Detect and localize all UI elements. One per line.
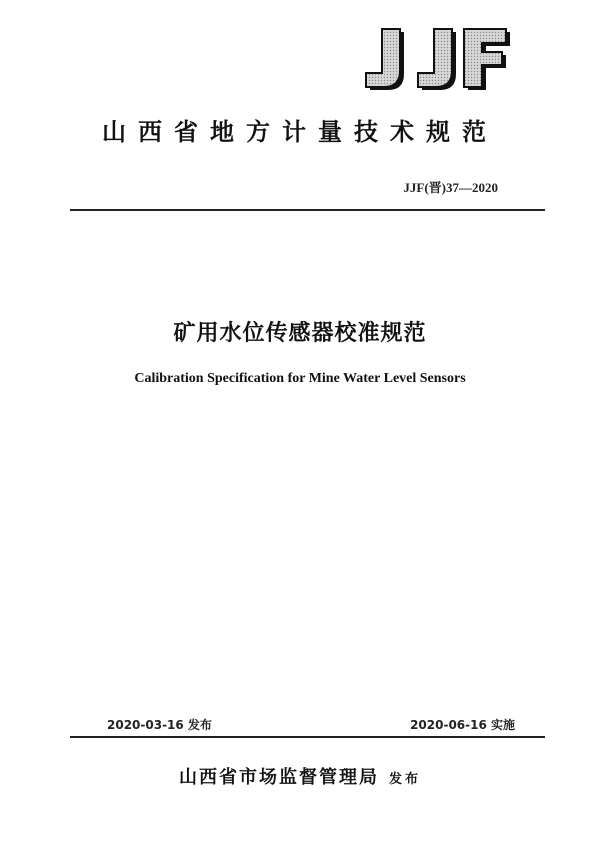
document-number: JJF(晋)37—2020 <box>403 180 498 195</box>
publisher-line <box>0 763 600 789</box>
top-divider <box>70 209 545 211</box>
bottom-divider <box>70 736 545 738</box>
document-title-cn: 矿用水位传感器校准规范 <box>173 321 427 346</box>
effective-date: 2020-06-16 实施 <box>410 718 515 732</box>
standard-series-title: 山西省地方计量技术规范 <box>102 118 498 146</box>
issue-date: 2020-03-16 发布 <box>107 718 212 732</box>
publisher-suffix: 发布 <box>388 772 421 787</box>
jjf-logo <box>356 28 512 94</box>
jjf-logo-graphic <box>356 28 512 94</box>
document-title-en: Calibration Specification for Mine Water Level Sensors <box>134 371 466 386</box>
publisher-name: 山西省市场监督管理局 <box>178 767 379 788</box>
